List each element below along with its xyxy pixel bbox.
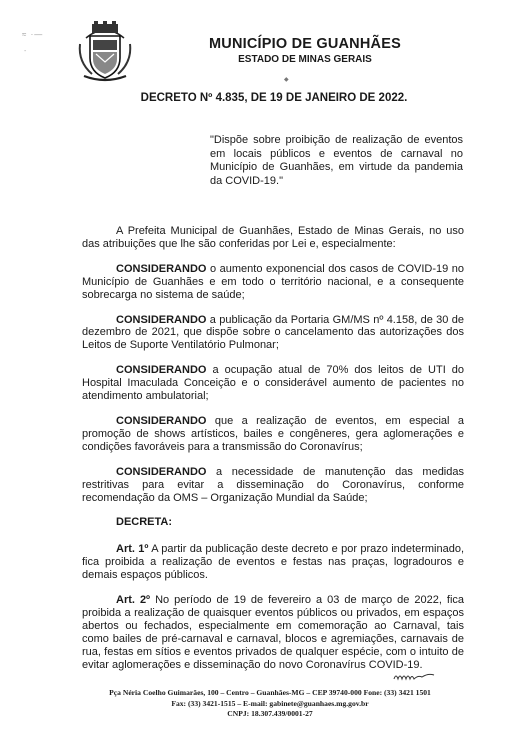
- footer-cnpj-line: CNPJ: 18.307.439/0001-27: [227, 709, 313, 719]
- considerando-text: a publicação da Portaria GM/MS nº 4.158, de 30 de dezembro de 2021, que dispõe sobre o cancelamento das autorizações dos Leitos de Suporte Ventilatório Pulmonar;: [82, 313, 464, 352]
- considerando-keyword: CONSIDERANDO: [116, 414, 207, 427]
- considerando-paragraph: [82, 263, 464, 302]
- footer-contact-line: Fax: (33) 3421-1515 – E-mail: gabinete@guanhaes.mg.gov.br: [171, 698, 369, 708]
- considerando-paragraph: [82, 466, 464, 505]
- considerando-keyword: CONSIDERANDO: [116, 465, 207, 478]
- state-name: ESTADO DE MINAS GERAIS: [238, 54, 372, 65]
- considerando-text: a ocupação atual de 70% dos leitos de UTI do Hospital Imaculada Conceição e o considerável aumento de pacientes no atendimento ambulatorial;: [82, 364, 464, 403]
- article-text: No período de 19 de fevereiro a 03 de março de 2022, fica proibida a realização de quaisquer eventos públicos ou privados, em espaços abertos ou fechados, especialmente em comemoração ao Carnaval, tais como bailes de pré-carnaval e carnaval, blocos e agremiações, carnavais de rua, festas em sítios e eventos privados de qualquer espécie, com o intuito de evitar aglomerações e disseminação do novo Coronavírus COVID-19.: [82, 594, 465, 671]
- corner-mark-icon: -: [24, 48, 27, 55]
- article-paragraph: [82, 594, 464, 671]
- considerando-text: o aumento exponencial dos casos de COVID-19 no Município de Guanhães e em todo o território nacional, e a consequente sobrecarga no sistema de saúde;: [82, 262, 464, 301]
- considerando-paragraph: [82, 314, 464, 353]
- decree-body: [82, 225, 464, 683]
- footer-address: [60, 688, 480, 720]
- article-label: Art. 1º: [116, 543, 149, 556]
- considerando-keyword: CONSIDERANDO: [116, 313, 207, 326]
- preamble: A Prefeita Municipal de Guanhães, Estado de Minas Gerais, no uso das atribuições que lhe são conferidas por Lei e, especialmente:: [82, 225, 464, 250]
- coat-of-arms-icon: [76, 18, 134, 82]
- article-paragraph: [82, 543, 464, 582]
- corner-stamp-icon: ≈ ·—: [22, 30, 44, 39]
- considerando-text: a necessidade de manutenção das medidas restritivas para evitar a disseminação do Coronavírus, conforme recomendação da OMS – Organização Mundial da Saúde;: [82, 465, 464, 504]
- considerando-keyword: CONSIDERANDO: [116, 262, 207, 275]
- footer-address-line: Pça Néria Coelho Guimarães, 100 – Centro – Guanhães-MG – CEP 39740-000 Fone: (33) 3421 1501: [109, 688, 431, 697]
- decreta-heading: DECRETA:: [116, 516, 173, 529]
- considerando-paragraph: [82, 415, 464, 454]
- article-label: Art. 2º: [116, 594, 151, 607]
- bullet-mark-icon: ◆: [284, 77, 289, 83]
- considerando-keyword: CONSIDERANDO: [116, 364, 207, 377]
- decree-summary: "Dispõe sobre proibição de realização de eventos em locais públicos e eventos de carnaval no Município de Guanhães, em virtude da pandemia da COVID-19.": [210, 134, 463, 187]
- considerando-paragraph: [82, 364, 464, 403]
- considerando-text: que a realização de eventos, em especial a promoção de shows artísticos, bailes e congêneres, gera aglomerações e condições favoráveis para a transmissão do Coronavírus;: [82, 414, 464, 453]
- article-text: A partir da publicação deste decreto e por prazo indeterminado, fica proibida a realização de eventos e festas nas praças, logradouros e demais espaços públicos.: [82, 543, 464, 582]
- decree-title: DECRETO Nº 4.835, DE 19 DE JANEIRO DE 2022.: [140, 92, 408, 104]
- signature-initials: [392, 671, 436, 683]
- municipality-name: MUNICÍPIO DE GUANHÃES: [209, 36, 401, 52]
